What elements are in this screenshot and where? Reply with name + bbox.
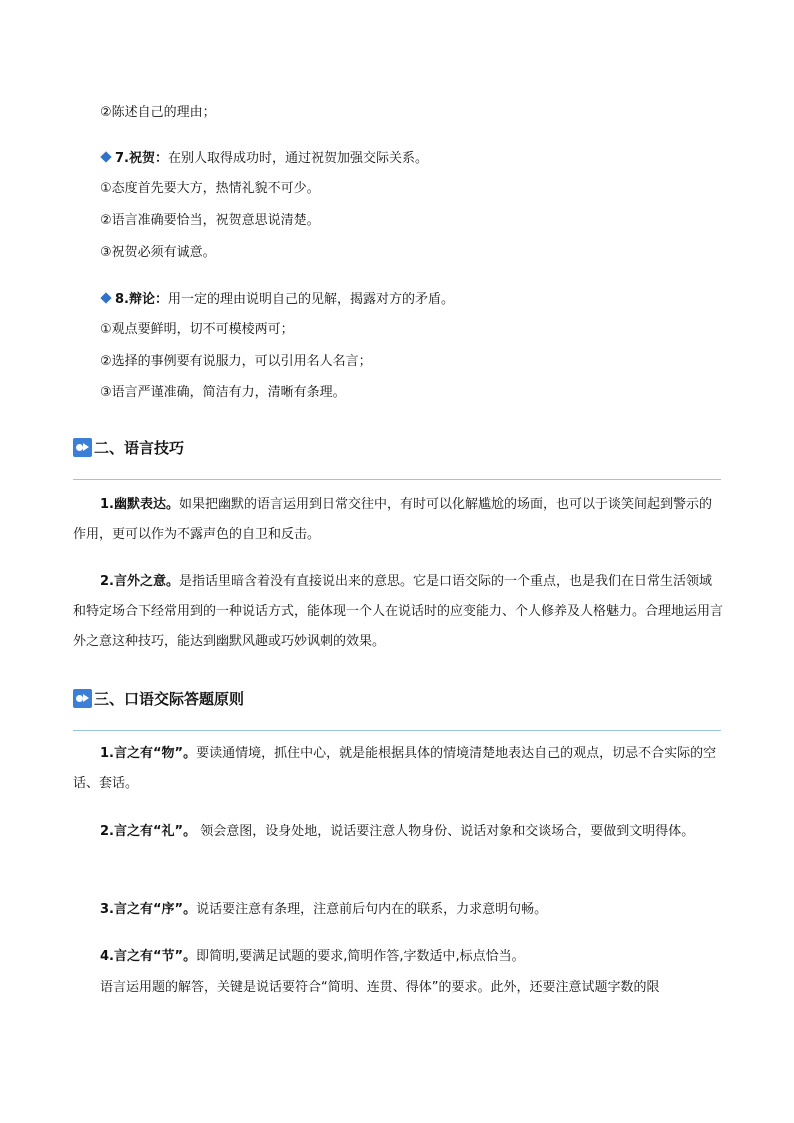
section-text: 在别人取得成功时，通过祝贺加强交际关系。 xyxy=(167,151,428,166)
reason-item: ②陈述自己的理由； xyxy=(100,105,216,120)
list-item: ③祝贺必须有诚意。 xyxy=(100,245,216,260)
section-heading-language-skills xyxy=(73,435,184,459)
diamond-icon xyxy=(100,292,111,303)
principle-paragraph xyxy=(73,895,723,925)
section-debate xyxy=(102,291,454,309)
paragraph-text: 是指话里暗含着没有直接说出来的意思。它是口语交际的一个重点，也是我们在日常生活领域和特定场合下经常用到的一种说话方式，能体现一个人在说话时的应变能力、个人修养及人格魅力。合理地运用言外之意这种技巧，能达到幽默风趣或巧妙讽刺的效果。 xyxy=(73,574,724,649)
paragraph-text: 如果把幽默的语言运用到日常交往中，有时可以化解尴尬的场面，也可以于谈笑间起到警示的作用，更可以作为不露声色的自卫和反击。 xyxy=(73,497,712,542)
list-item: ①态度首先要大方，热情礼貌不可少。 xyxy=(100,181,320,196)
list-item: ②选择的事例要有说服力，可以引用名人名言； xyxy=(100,354,372,369)
section-label: 7.祝贺： xyxy=(115,151,168,166)
paragraph-label: 2.言外之意。 xyxy=(100,574,179,589)
heading-title: 三、口语交际答题原则 xyxy=(94,689,245,708)
paragraph-text: 要读通情境，抓住中心，就是能根据具体的情境清楚地表达自己的观点，切忌不合实际的空话、套话。 xyxy=(73,746,717,791)
skill-paragraph xyxy=(73,490,723,550)
arrow-badge-icon xyxy=(73,689,92,708)
paragraph-text: 即简明,要满足试题的要求,简明作答,字数适中,标点恰当。 xyxy=(196,949,525,964)
section-text: 用一定的理由说明自己的见解，揭露对方的矛盾。 xyxy=(167,292,454,307)
paragraph-label: 4.言之有“节”。 xyxy=(100,949,197,964)
divider xyxy=(73,479,721,480)
section-congratulate xyxy=(102,150,428,168)
diamond-icon xyxy=(100,151,111,162)
principle-paragraph xyxy=(73,739,723,799)
principle-paragraph xyxy=(73,942,723,972)
paragraph-label: 3.言之有“序”。 xyxy=(100,902,197,917)
divider xyxy=(73,730,721,731)
paragraph-label: 1.言之有“物”。 xyxy=(100,746,197,761)
list-item: ③语言严谨准确，简洁有力，清晰有条理。 xyxy=(100,385,346,400)
arrow-badge-icon xyxy=(73,438,92,457)
paragraph-text: 说话要注意有条理，注意前后句内在的联系，力求意明句畅。 xyxy=(196,902,548,917)
section-label: 8.辩论： xyxy=(115,292,168,307)
paragraph-text: 领会意图，设身处地，说话要注意人物身份、说话对象和交谈场合，要做到文明得体。 xyxy=(196,824,695,839)
principle-paragraph xyxy=(73,817,723,847)
paragraph-label: 2.言之有“礼”。 xyxy=(100,824,197,839)
paragraph-text: 语言运用题的解答，关键是说话要符合“简明、连贯、得体”的要求。此外，还要注意试题字数的限 xyxy=(100,980,660,995)
skill-paragraph xyxy=(73,567,723,657)
list-item: ①观点要鲜明，切不可模棱两可； xyxy=(100,322,294,337)
closing-paragraph xyxy=(73,973,723,1003)
section-heading-answer-principles xyxy=(73,686,244,710)
paragraph-label: 1.幽默表达。 xyxy=(100,497,179,512)
heading-title: 二、语言技巧 xyxy=(94,438,185,457)
list-item: ②语言准确要恰当，祝贺意思说清楚。 xyxy=(100,213,320,228)
